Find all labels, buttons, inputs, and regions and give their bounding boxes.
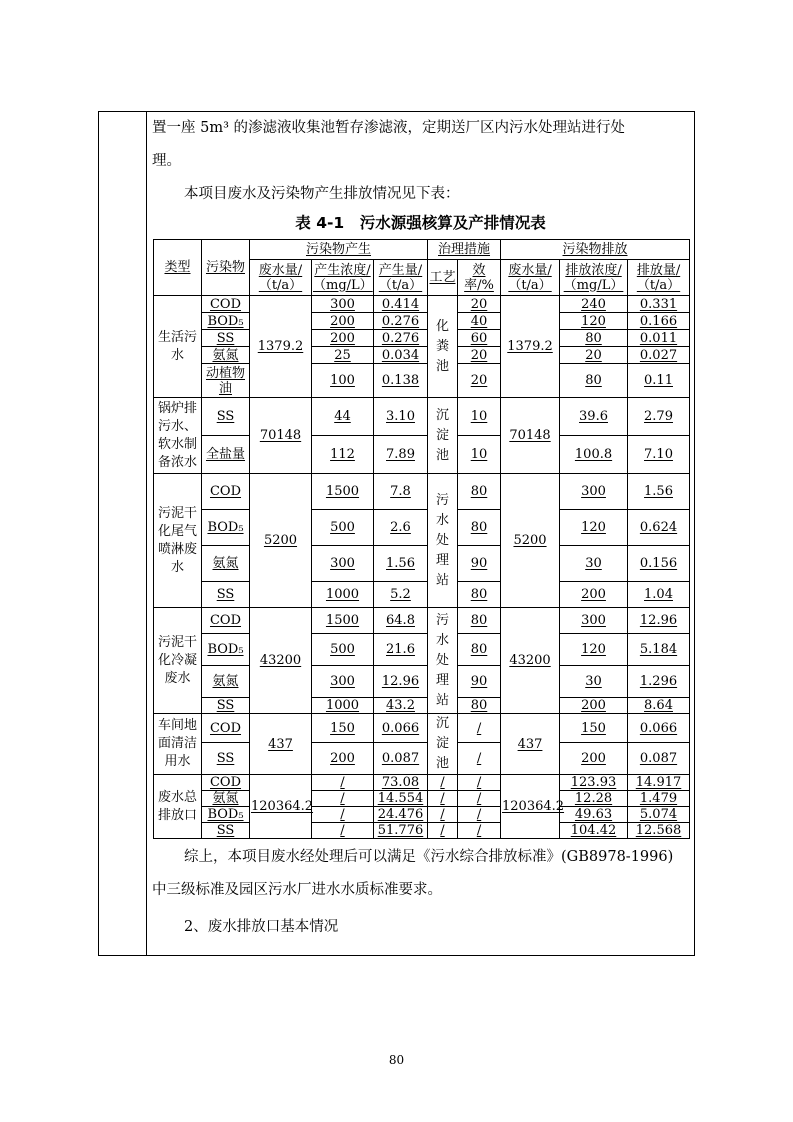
table-row — [154, 582, 690, 608]
cell-efficiency: 20 — [458, 347, 501, 364]
process-label: 沉淀池 — [435, 716, 449, 771]
table-row — [154, 510, 690, 546]
process-label: 化粪池 — [435, 318, 449, 374]
cell-gen-volume: 437 — [250, 714, 312, 775]
cell-gen-amount: 0.276 — [374, 313, 428, 330]
cell-dis-conc: 20 — [560, 347, 628, 364]
cell-dis-amount: 14.917 — [628, 775, 690, 791]
cell-pollutant: BOD₅ — [202, 313, 250, 330]
type-label: 污泥干化尾气喷淋废水 — [157, 505, 197, 575]
cell-gen-conc: 200 — [312, 743, 374, 775]
cell-dis-conc: 300 — [560, 474, 628, 510]
cell-pollutant: SS — [202, 743, 250, 775]
cell-gen-conc: 200 — [312, 313, 374, 330]
header-gen-amount: 产生量/（t/a） — [374, 260, 428, 296]
cell-pollutant: COD — [202, 775, 250, 791]
cell-dis-conc: 240 — [560, 296, 628, 313]
table-row — [154, 474, 690, 510]
cell-dis-amount: 0.066 — [628, 714, 690, 743]
cell-dis-amount: 0.011 — [628, 330, 690, 347]
table-row — [154, 347, 690, 364]
cell-efficiency: 80 — [458, 510, 501, 546]
cell-dis-amount: 8.64 — [628, 698, 690, 714]
cell-dis-conc: 30 — [560, 666, 628, 698]
cell-type — [154, 296, 202, 398]
table-row — [154, 296, 690, 313]
cell-type — [154, 398, 202, 474]
process-label: 沉淀池 — [435, 407, 449, 463]
cell-process — [428, 474, 458, 608]
table-row — [154, 791, 690, 807]
table-row — [154, 313, 690, 330]
cell-process: / — [428, 791, 458, 807]
cell-gen-amount: 64.8 — [374, 608, 428, 634]
type-label: 车间地面清洁用水 — [157, 718, 197, 769]
cell-gen-conc: 300 — [312, 666, 374, 698]
cell-efficiency: / — [458, 807, 501, 823]
cell-gen-amount: 0.034 — [374, 347, 428, 364]
cell-gen-amount: 73.08 — [374, 775, 428, 791]
cell-dis-conc: 200 — [560, 743, 628, 775]
cell-efficiency: / — [458, 791, 501, 807]
cell-pollutant: 氨氮 — [202, 546, 250, 582]
page-number: 80 — [388, 1053, 405, 1067]
cell-dis-amount: 1.56 — [628, 474, 690, 510]
type-label: 锅炉排污水、软水制备浓水 — [157, 400, 197, 470]
type-label: 污泥干化冷凝废水 — [157, 634, 197, 686]
cell-dis-amount: 5.074 — [628, 807, 690, 823]
cell-gen-conc: 300 — [312, 546, 374, 582]
header-efficiency: 效率/% — [458, 260, 501, 296]
cell-dis-amount: 1.479 — [628, 791, 690, 807]
cell-efficiency: 10 — [458, 436, 501, 474]
cell-dis-amount: 1.296 — [628, 666, 690, 698]
table-row — [154, 546, 690, 582]
cell-process — [428, 296, 458, 398]
cell-dis-volume: 120364.2 — [501, 775, 560, 839]
cell-type — [154, 474, 202, 608]
cell-dis-amount: 5.184 — [628, 634, 690, 666]
cell-dis-amount: 12.568 — [628, 823, 690, 839]
cell-gen-amount: 14.554 — [374, 791, 428, 807]
cell-gen-conc: 500 — [312, 634, 374, 666]
cell-pollutant: SS — [202, 823, 250, 839]
cell-gen-conc: 1000 — [312, 698, 374, 714]
cell-type — [154, 775, 202, 839]
cell-gen-volume: 120364.2 — [250, 775, 312, 839]
cell-gen-amount: 0.087 — [374, 743, 428, 775]
cell-pollutant: BOD₅ — [202, 807, 250, 823]
header-discharge: 污染物排放 — [501, 240, 690, 260]
cell-efficiency: / — [458, 714, 501, 743]
table-row — [154, 364, 690, 398]
header-dis-conc: 排放浓度/（mg/L） — [560, 260, 628, 296]
cell-gen-conc: 112 — [312, 436, 374, 474]
process-label: 污水处理站 — [435, 612, 449, 708]
cell-efficiency: 40 — [458, 313, 501, 330]
cell-pollutant: 动植物油 — [202, 364, 250, 398]
type-label: 生活污水 — [157, 329, 197, 363]
cell-process: / — [428, 823, 458, 839]
cell-gen-conc: 1500 — [312, 474, 374, 510]
cell-gen-conc: / — [312, 823, 374, 839]
cell-dis-conc: 104.42 — [560, 823, 628, 839]
cell-type — [154, 608, 202, 714]
cell-gen-conc: / — [312, 775, 374, 791]
cell-gen-amount: 5.2 — [374, 582, 428, 608]
cell-pollutant: COD — [202, 714, 250, 743]
cell-efficiency: 80 — [458, 582, 501, 608]
cell-dis-conc: 300 — [560, 608, 628, 634]
cell-dis-conc: 80 — [560, 364, 628, 398]
cell-gen-amount: 7.89 — [374, 436, 428, 474]
cell-dis-conc: 200 — [560, 582, 628, 608]
cell-dis-conc: 120 — [560, 313, 628, 330]
cell-gen-conc: 100 — [312, 364, 374, 398]
cell-efficiency: / — [458, 743, 501, 775]
cell-gen-conc: 44 — [312, 398, 374, 436]
header-dis-volume: 废水量/（t/a） — [501, 260, 560, 296]
cell-dis-amount: 1.04 — [628, 582, 690, 608]
table-row — [154, 698, 690, 714]
group-header-row — [154, 240, 690, 260]
document-body — [152, 111, 689, 944]
wastewater-table — [153, 239, 690, 839]
cell-process: / — [428, 775, 458, 791]
table-title: 表 4-1 污水源强核算及产排情况表 — [295, 214, 546, 232]
cell-gen-amount: 3.10 — [374, 398, 428, 436]
cell-efficiency: 20 — [458, 296, 501, 313]
cell-dis-conc: 30 — [560, 546, 628, 582]
cell-gen-amount: 24.476 — [374, 807, 428, 823]
cell-gen-amount: 0.414 — [374, 296, 428, 313]
intro-line-1: 置一座 5m³ 的渗滤液收集池暂存渗滤液，定期送厂区内污水处理站进行处 — [152, 120, 626, 136]
cell-gen-conc: 300 — [312, 296, 374, 313]
conclusion-line-2: 中三级标准及园区污水厂进水水质标准要求。 — [152, 882, 442, 898]
cell-efficiency: 80 — [458, 698, 501, 714]
intro-line-3: 本项目废水及污染物产生排放情况见下表： — [184, 186, 460, 202]
cell-gen-conc: / — [312, 807, 374, 823]
cell-gen-amount: 12.96 — [374, 666, 428, 698]
cell-dis-conc: 123.93 — [560, 775, 628, 791]
cell-pollutant: COD — [202, 474, 250, 510]
cell-pollutant: BOD₅ — [202, 634, 250, 666]
cell-gen-volume: 5200 — [250, 474, 312, 608]
table-row — [154, 436, 690, 474]
header-gen-volume: 废水量/（t/a） — [250, 260, 312, 296]
cell-pollutant: COD — [202, 608, 250, 634]
cell-dis-conc: 120 — [560, 634, 628, 666]
table-row — [154, 666, 690, 698]
cell-dis-amount: 2.79 — [628, 398, 690, 436]
cell-gen-conc: 150 — [312, 714, 374, 743]
cell-gen-volume: 1379.2 — [250, 296, 312, 398]
header-dis-amount: 排放量/（t/a） — [628, 260, 690, 296]
table-row — [154, 398, 690, 436]
cell-pollutant: COD — [202, 296, 250, 313]
cell-dis-conc: 120 — [560, 510, 628, 546]
table-row — [154, 775, 690, 791]
cell-process: / — [428, 807, 458, 823]
cell-gen-volume: 43200 — [250, 608, 312, 714]
cell-dis-volume: 5200 — [501, 474, 560, 608]
cell-efficiency: 80 — [458, 474, 501, 510]
cell-pollutant: SS — [202, 698, 250, 714]
section-heading: 2、废水排放口基本情况 — [184, 919, 339, 935]
intro-line-2: 理。 — [152, 153, 181, 169]
table-row — [154, 807, 690, 823]
cell-efficiency: 20 — [458, 364, 501, 398]
cell-dis-amount: 0.331 — [628, 296, 690, 313]
cell-gen-conc: 200 — [312, 330, 374, 347]
cell-gen-amount: 0.138 — [374, 364, 428, 398]
table-row — [154, 330, 690, 347]
header-process: 工艺 — [428, 260, 458, 296]
cell-type — [154, 714, 202, 775]
cell-efficiency: 90 — [458, 666, 501, 698]
cell-dis-conc: 200 — [560, 698, 628, 714]
cell-dis-amount: 0.11 — [628, 364, 690, 398]
table-row — [154, 634, 690, 666]
cell-dis-amount: 7.10 — [628, 436, 690, 474]
cell-pollutant: SS — [202, 582, 250, 608]
cell-dis-conc: 49.63 — [560, 807, 628, 823]
cell-pollutant: SS — [202, 398, 250, 436]
cell-process — [428, 608, 458, 714]
cell-dis-amount: 0.624 — [628, 510, 690, 546]
cell-dis-amount: 0.027 — [628, 347, 690, 364]
cell-gen-amount: 51.776 — [374, 823, 428, 839]
cell-dis-conc: 12.28 — [560, 791, 628, 807]
cell-dis-volume: 437 — [501, 714, 560, 775]
cell-dis-volume: 1379.2 — [501, 296, 560, 398]
cell-dis-conc: 80 — [560, 330, 628, 347]
cell-process — [428, 398, 458, 474]
cell-pollutant: 氨氮 — [202, 666, 250, 698]
cell-gen-amount: 7.8 — [374, 474, 428, 510]
table-row — [154, 823, 690, 839]
cell-efficiency: 80 — [458, 634, 501, 666]
table-body — [154, 240, 690, 839]
cell-gen-amount: 21.6 — [374, 634, 428, 666]
cell-gen-conc: 1500 — [312, 608, 374, 634]
cell-gen-amount: 0.276 — [374, 330, 428, 347]
cell-dis-amount: 0.087 — [628, 743, 690, 775]
header-gen-conc: 产生浓度/（mg/L） — [312, 260, 374, 296]
cell-efficiency: 90 — [458, 546, 501, 582]
cell-process — [428, 714, 458, 775]
cell-dis-volume: 70148 — [501, 398, 560, 474]
cell-pollutant: SS — [202, 330, 250, 347]
cell-pollutant: 氨氮 — [202, 791, 250, 807]
table-row — [154, 714, 690, 743]
header-generation: 污染物产生 — [250, 240, 428, 260]
cell-gen-amount: 2.6 — [374, 510, 428, 546]
cell-efficiency: / — [458, 823, 501, 839]
cell-dis-conc: 150 — [560, 714, 628, 743]
header-treatment: 治理措施 — [428, 240, 501, 260]
frame-divider — [146, 111, 147, 956]
cell-efficiency: / — [458, 775, 501, 791]
cell-efficiency: 10 — [458, 398, 501, 436]
cell-efficiency: 80 — [458, 608, 501, 634]
cell-gen-amount: 0.066 — [374, 714, 428, 743]
cell-gen-volume: 70148 — [250, 398, 312, 474]
type-label: 废水总排放口 — [157, 789, 197, 823]
cell-gen-conc: 1000 — [312, 582, 374, 608]
cell-dis-conc: 39.6 — [560, 398, 628, 436]
cell-gen-amount: 1.56 — [374, 546, 428, 582]
conclusion-line-1: 综上，本项目废水经处理后可以满足《污水综合排放标准》(GB8978-1996) — [184, 849, 674, 865]
cell-gen-conc: 25 — [312, 347, 374, 364]
cell-efficiency: 60 — [458, 330, 501, 347]
cell-gen-conc: / — [312, 791, 374, 807]
cell-dis-volume: 43200 — [501, 608, 560, 714]
cell-dis-amount: 0.156 — [628, 546, 690, 582]
cell-dis-conc: 100.8 — [560, 436, 628, 474]
cell-dis-amount: 12.96 — [628, 608, 690, 634]
header-pollutant: 污染物 — [202, 240, 250, 296]
table-row — [154, 608, 690, 634]
header-type: 类型 — [154, 240, 202, 296]
cell-dis-amount: 0.166 — [628, 313, 690, 330]
table-row — [154, 743, 690, 775]
cell-pollutant: 全盐量 — [202, 436, 250, 474]
cell-pollutant: BOD₅ — [202, 510, 250, 546]
process-label: 污水处理站 — [435, 492, 449, 588]
cell-pollutant: 氨氮 — [202, 347, 250, 364]
cell-gen-conc: 500 — [312, 510, 374, 546]
cell-gen-amount: 43.2 — [374, 698, 428, 714]
